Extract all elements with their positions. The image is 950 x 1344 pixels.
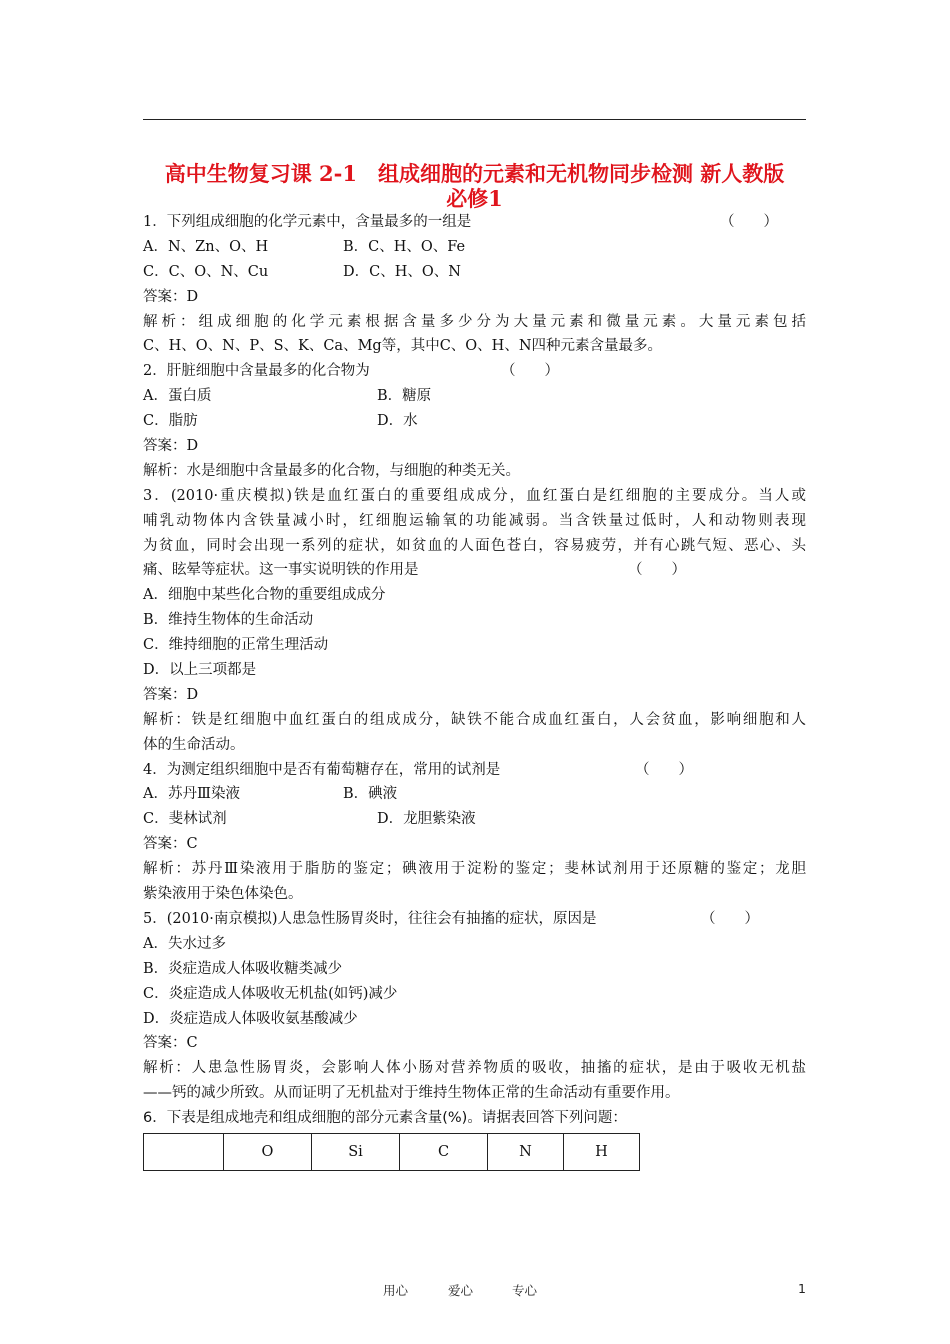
table-header-cell: Si	[312, 1134, 400, 1171]
table-header-cell: N	[488, 1134, 564, 1171]
question-5-option-d: D．炎症造成人体吸收氨基酸减少	[143, 1010, 358, 1027]
question-4-stem: 4．为测定组织细胞中是否有葡萄糖存在，常用的试剂是 （ ）	[143, 758, 806, 783]
question-6-stem: 6．下表是组成地壳和组成细胞的部分元素含量(%)。请据表回答下列问题：	[143, 1110, 627, 1127]
page-number: 1	[798, 1281, 806, 1296]
question-5-option-c: C．炎症造成人体吸收无机盐(如钙)减少	[143, 985, 398, 1002]
option-b: B．糖原	[377, 388, 432, 405]
option-b: B．C、H、O、Fe	[343, 238, 466, 255]
question-4-answer: 答案：C	[143, 836, 198, 853]
question-1-answer: 答案：D	[143, 288, 199, 305]
question-3-analysis-line-2: 体的生命活动。	[143, 736, 245, 753]
table-row	[144, 1134, 640, 1171]
question-3-option-d: D．以上三项都是	[143, 662, 257, 679]
option-a: A．蛋白质	[143, 388, 212, 405]
question-5-analysis-line-1: 解析：人患急性肠胃炎，会影响人体小肠对营养物质的吸收，抽搐的症状，是由于吸收无机盐	[143, 1060, 806, 1077]
answer-blank: （ ）	[720, 214, 778, 230]
question-1-stem: 1．下列组成细胞的化学元素中，含量最多的一组是 （ ）	[143, 210, 806, 235]
answer-blank: （ ）	[635, 761, 693, 778]
document-body	[143, 210, 806, 1131]
question-3-option-b: B．维持生物体的生命活动	[143, 612, 314, 629]
option-b: B．碘液	[343, 786, 398, 803]
question-3-stem-line-4: 痛、眩晕等症状。这一事实说明铁的作用是 （ ）	[143, 558, 806, 583]
option-c: C．C、O、N、Cu	[143, 263, 269, 280]
table-header-cell	[144, 1134, 224, 1171]
question-2-analysis-line-1: 解析：水是细胞中含量最多的化合物，与细胞的种类无关。	[143, 462, 520, 479]
footer-item: 用心	[383, 1283, 409, 1298]
question-4-analysis-line-1: 解析：苏丹Ⅲ染液用于脂肪的鉴定；碘液用于淀粉的鉴定；斐林试剂用于还原糖的鉴定；龙胆	[143, 861, 806, 878]
option-d: D．龙胆紫染液	[377, 811, 476, 828]
answer-blank: （ ）	[701, 910, 759, 927]
question-3-stem-line-3: 为贫血，同时会出现一系列的症状，如贫血的人面色苍白，容易疲劳，并有心跳气短、恶心、头	[143, 537, 806, 554]
question-5-answer: 答案：C	[143, 1035, 198, 1052]
question-5-option-b: B．炎症造成人体吸收糖类减少	[143, 960, 343, 977]
question-5-option-a: A．失水过多	[143, 935, 226, 952]
question-3-stem-line-1: 3．(2010·重庆模拟)铁是血红蛋白的重要组成成分，血红蛋白是红细胞的主要成分。当人或	[143, 487, 806, 504]
document-title-line-1: 高中生物复习课 2-1 组成细胞的元素和无机物同步检测 新人教版	[164, 161, 785, 186]
question-3-answer: 答案：D	[143, 686, 199, 703]
question-3-option-c: C．维持细胞的正常生理活动	[143, 637, 329, 654]
option-c: C．脂肪	[143, 413, 198, 430]
question-2-options-row-1	[143, 384, 806, 409]
option-a: A．N、Zn、O、H	[143, 238, 269, 255]
question-2-answer: 答案：D	[143, 438, 199, 455]
question-2-stem: 2．肝脏细胞中含量最多的化合物为 （ ）	[143, 359, 806, 384]
question-4-options-row-2	[143, 807, 806, 832]
option-d: D．水	[377, 413, 418, 430]
option-a: A．苏丹Ⅲ染液	[143, 786, 240, 803]
header-rule	[143, 119, 806, 120]
question-5-stem: 5．(2010·南京模拟)人患急性肠胃炎时，往往会有抽搐的症状，原因是 （ ）	[143, 907, 806, 932]
table-header-cell: C	[400, 1134, 488, 1171]
question-1-options-row-2	[143, 260, 806, 285]
question-1-analysis-line-2: C、H、O、N、P、S、K、Ca、Mg等，其中C、O、H、N四种元素含量最多。	[143, 338, 663, 355]
question-3-stem-line-2: 哺乳动物体内含铁量减小时，红细胞运输氧的功能减弱。当含铁量过低时，人和动物则表现	[143, 512, 806, 529]
question-3-analysis-line-1: 解析：铁是红细胞中血红蛋白的组成成分，缺铁不能合成血红蛋白，人会贫血，影响细胞和人	[143, 711, 806, 728]
question-3-option-a: A．细胞中某些化合物的重要组成成分	[143, 587, 386, 604]
question-4-options-row-1	[143, 782, 806, 807]
answer-blank: （ ）	[501, 363, 559, 380]
element-content-table	[143, 1133, 640, 1171]
question-5-analysis-line-2: ——钙的减少所致。从而证明了无机盐对于维持生物体正常的生命活动有重要作用。	[143, 1085, 680, 1102]
document-title-line-2: 必修1	[446, 186, 503, 211]
question-2-options-row-2	[143, 409, 806, 434]
question-4-analysis-line-2: 紫染液用于染色体染色。	[143, 886, 303, 903]
option-d: D．C、H、O、N	[343, 263, 461, 280]
footer-item: 专心	[512, 1283, 538, 1298]
question-1-analysis-line-1: 解析：组成细胞的化学元素根据含量多少分为大量元素和微量元素。大量元素包括	[143, 313, 806, 330]
answer-blank: （ ）	[628, 562, 686, 579]
option-c: C．斐林试剂	[143, 811, 227, 828]
footer-item: 爱心	[448, 1283, 474, 1298]
table-header-cell: H	[564, 1134, 640, 1171]
table-header-cell: O	[224, 1134, 312, 1171]
question-1-options-row-1	[143, 235, 806, 260]
